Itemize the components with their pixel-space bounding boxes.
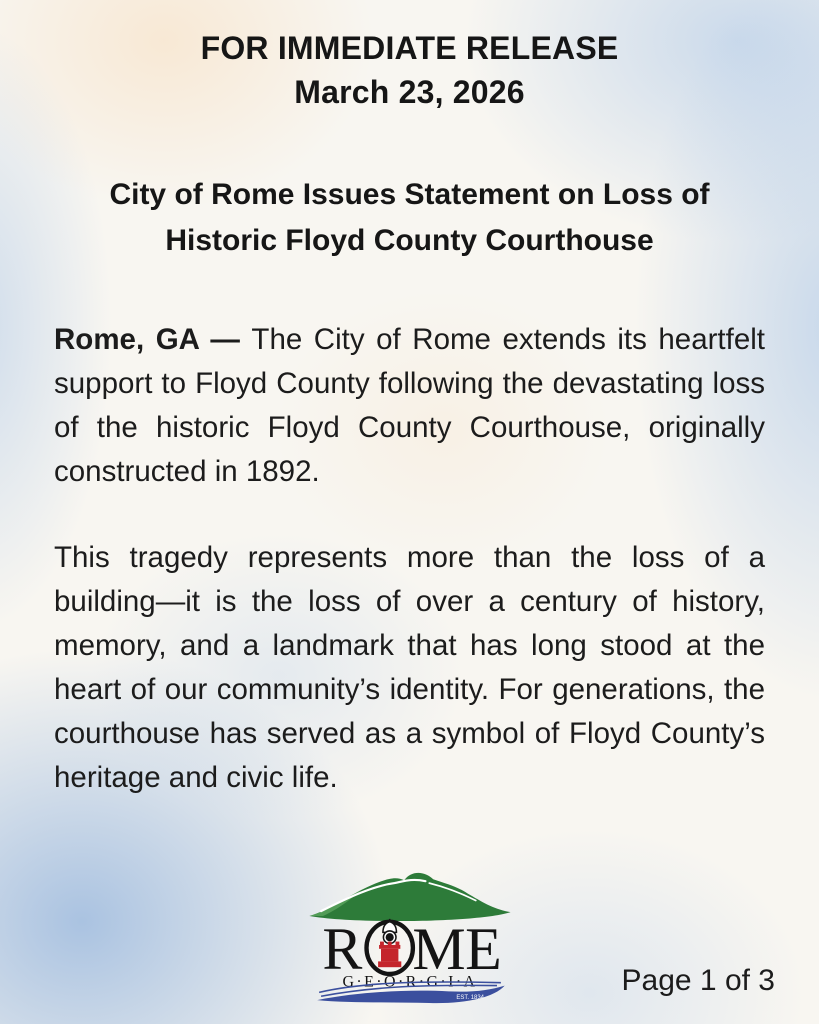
page-title-line-2: Historic Floyd County Courthouse (165, 224, 654, 257)
est-1834-label: EST. 1834 (455, 995, 484, 1002)
mountains-icon (309, 873, 510, 921)
clocktower-icon (378, 919, 401, 967)
rome-wordmark (322, 916, 501, 982)
paragraph-1-text: The City of Rome extends its heartfelt support to Floyd County following the devastating loss of the historic Floyd County Courthouse, originally constructed in 1892. (54, 323, 765, 488)
release-label: FOR IMMEDIATE RELEASE (200, 30, 619, 66)
release-header (54, 26, 765, 114)
georgia-label: G·E·O·R·G·I·A (342, 973, 477, 991)
letter-r: R (321, 916, 362, 983)
paragraph-2-text: This tragedy represents more than the loss of a building—it is the loss of over a century of history, memory, and a landmark that has long stood at the heart of our community’s identity. For generations, the courthouse has served as a symbol of Floyd County’s heritage and civic life. (54, 541, 765, 794)
page-title-line-1: City of Rome Issues Statement on Loss of (109, 178, 710, 211)
body-paragraph-2 (54, 536, 765, 800)
release-date: March 23, 2026 (294, 74, 525, 110)
letter-e: E (464, 916, 502, 983)
page-indicator: Page 1 of 3 (621, 964, 775, 997)
dateline: Rome, GA — (54, 323, 252, 356)
page-title (54, 172, 765, 264)
body-paragraph-1 (54, 318, 765, 494)
rome-georgia-logo-graphic (294, 854, 526, 1005)
body-copy (54, 318, 765, 800)
city-of-rome-logo (294, 854, 526, 1010)
letter-m: M (411, 916, 466, 983)
